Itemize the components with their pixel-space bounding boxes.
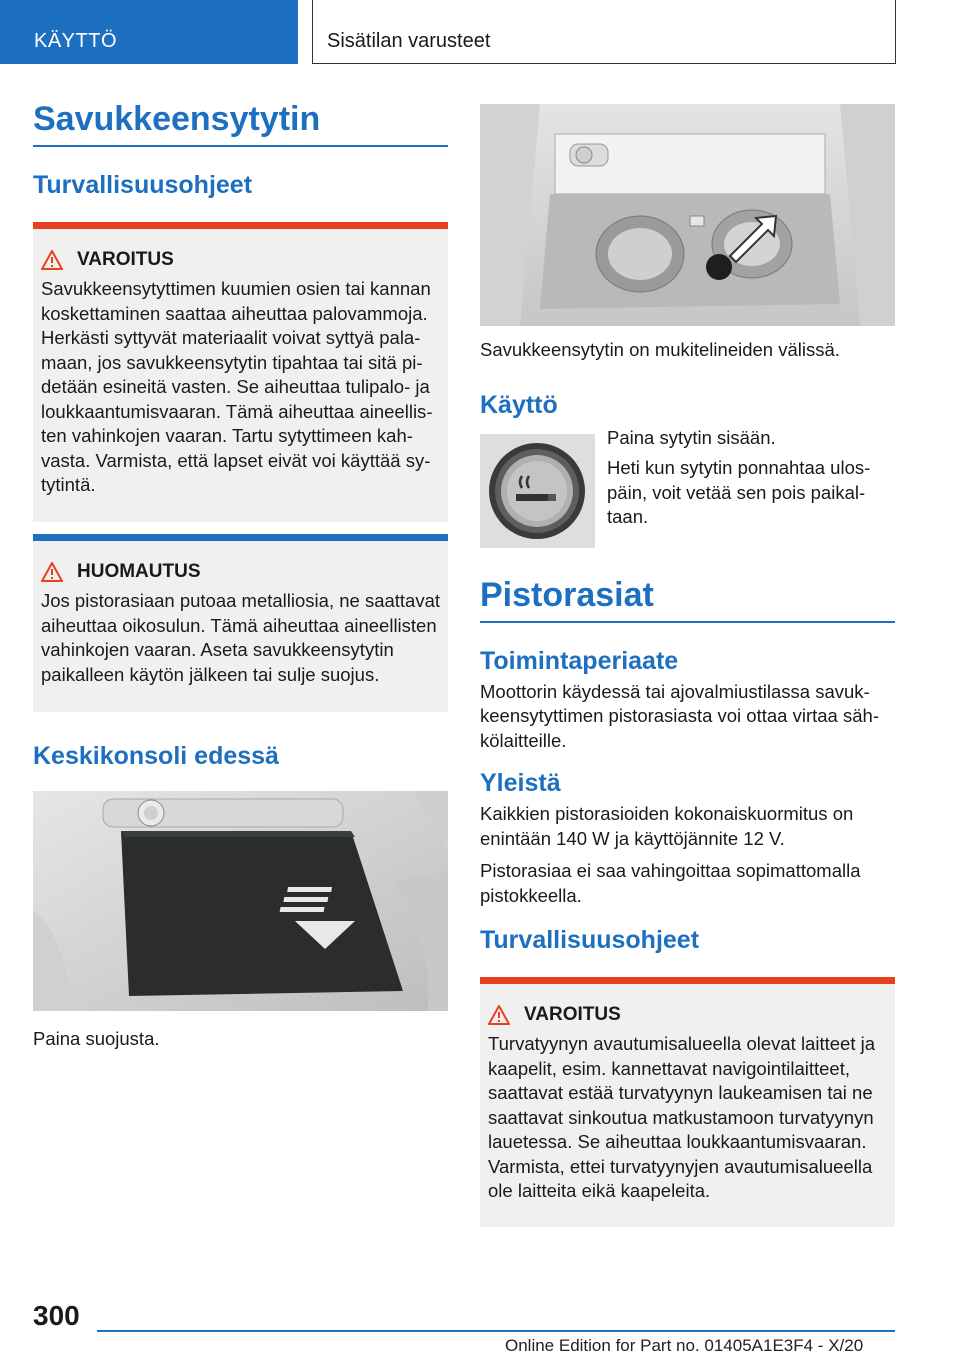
cupholder-illustration bbox=[480, 104, 895, 326]
right-column bbox=[480, 104, 895, 1227]
lighter-photo bbox=[480, 434, 595, 548]
notice-title: HUOMAUTUS bbox=[77, 561, 201, 582]
warning-title: VAROITUS bbox=[77, 249, 174, 270]
console-caption: Paina suojusta. bbox=[33, 1028, 160, 1049]
safety-heading: Turvallisuusohjeet bbox=[33, 171, 253, 199]
chapter-title: Sisätilan varusteet bbox=[312, 0, 896, 64]
sockets-warning-title: VAROITUS bbox=[524, 1004, 621, 1025]
sockets-warning-title-row bbox=[480, 984, 895, 1026]
sockets-warning-box bbox=[480, 977, 895, 1227]
sockets-warning-text: Turvatyynyn avautumisalueella olevat laitteet ja kaapelit, esim. kannettavat navigointilaitteet, saattavat estää turvatyynyn laukeamisen tai ne saattavat sinkoutua matkustamoon turvatyynyn lauetessa. Se aiheuttaa loukkaantumisvaaran. Varmista, ettei turvatyynyjen avautumisalueella ole laitteita eikä kaapeleita. bbox=[488, 1033, 875, 1201]
general-text-2: Pistorasiaa ei saa vahingoittaa sopimattomalla pistokkeella. bbox=[480, 860, 861, 906]
usage-block bbox=[480, 426, 895, 554]
lighter-illustration bbox=[480, 434, 595, 548]
edition-text: Online Edition for Part no. 01405A1E3F4 - X/20 bbox=[505, 1336, 864, 1355]
lighter-socket-icon bbox=[706, 254, 732, 280]
usage-step-1: Paina sytytin sisään. bbox=[607, 426, 776, 448]
cupholder-photo bbox=[480, 104, 895, 326]
page-title: Savukkeensytytin bbox=[33, 100, 448, 147]
general-text-1: Kaikkien pistorasioiden kokonaiskuormitus on enintään 140 W ja käyttöjännite 12 V. bbox=[480, 803, 854, 849]
console-cover-photo bbox=[33, 791, 448, 1011]
notice-box bbox=[33, 534, 448, 712]
general-heading: Yleistä bbox=[480, 769, 561, 797]
sockets-safety-heading: Turvallisuusohjeet bbox=[480, 926, 700, 954]
usage-heading: Käyttö bbox=[480, 390, 558, 419]
photo-caption: Savukkeensytytin on mukitelineiden välissä. bbox=[480, 339, 840, 360]
left-column bbox=[33, 100, 448, 1052]
console-heading: Keskikonsoli edessä bbox=[33, 742, 279, 770]
footer-rule bbox=[97, 1330, 895, 1332]
principle-text: Moottorin käydessä tai ajovalmiustilassa savukkeensytyttimen pistorasiasta voi ottaa virtaa sähkölaitteille. bbox=[480, 680, 879, 751]
page-number: 300 bbox=[33, 1300, 80, 1331]
notice-text: Jos pistorasiaan putoaa metalliosia, ne saattavat aiheuttaa oikosulun. Tämä aiheuttaa aineellisten vahinkojen vaaran. Aseta savukkeensytytin paikalleen käytön jälkeen tai sulje suojus. bbox=[41, 590, 441, 685]
sockets-title: Pistorasiat bbox=[480, 576, 895, 623]
warning-triangle-icon bbox=[41, 250, 63, 270]
warning-title-row bbox=[33, 229, 448, 271]
principle-heading: Toimintaperiaate bbox=[480, 646, 679, 675]
warning-text: Savukkeensytyttimen kuumien osien tai kannan koskettaminen saattaa aiheuttaa palovammoja. Herkästi syttyvät materiaalit voivat syttyä palamaan, jos savukkeensytytin tipahtaa tai sitä pidetään esineitä vasten. Se aiheuttaa tulipalo- ja loukkaantumisvaaran. Tämä aiheuttaa aineellisten vahinkojen vaaran. Tartu sytyttimeen kahvasta. Varmista, että lapset eivät voi käyttää sytytintä. bbox=[41, 278, 433, 495]
warning-triangle-icon bbox=[488, 1005, 510, 1025]
notice-title-row bbox=[33, 541, 448, 583]
usage-text bbox=[607, 426, 895, 530]
warning-triangle-icon bbox=[41, 562, 63, 582]
usage-step-2: Heti kun sytytin ponnahtaa ulospäin, voit vetää sen pois paikaltaan. bbox=[607, 457, 871, 527]
warning-box bbox=[33, 222, 448, 522]
section-tab: KÄYTTÖ bbox=[0, 0, 298, 64]
console-cover-illustration bbox=[33, 791, 448, 1011]
